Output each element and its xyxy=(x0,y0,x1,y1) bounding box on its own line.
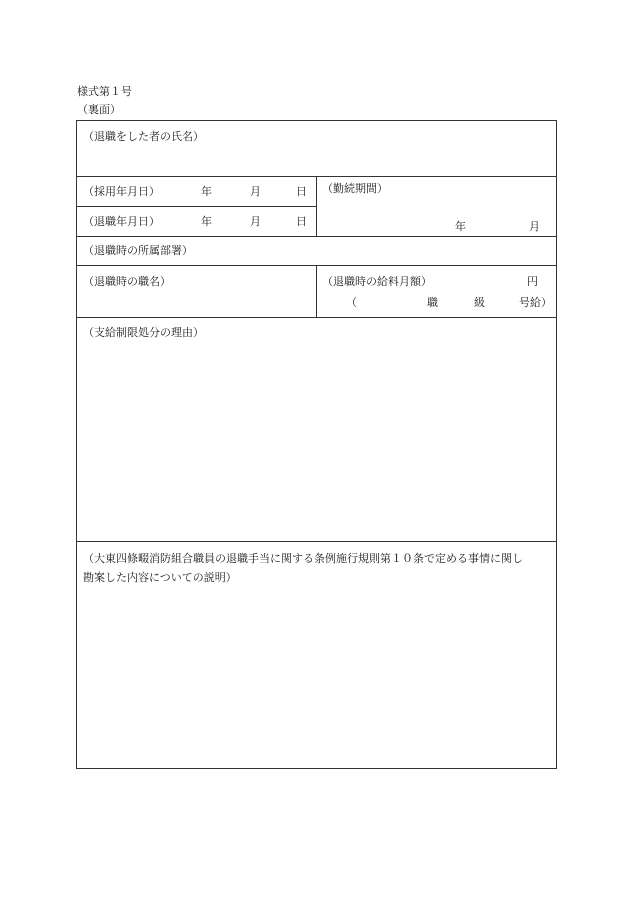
restriction-reason-label: （支給制限処分の理由） xyxy=(83,326,204,339)
salary-label: （退職時の給料月額） xyxy=(322,275,432,288)
retire-date-label: （退職年月日） xyxy=(83,215,160,228)
explanation-label-line2: 勘案した内容についての説明） xyxy=(83,571,237,584)
row-divider xyxy=(76,236,557,237)
kyu-unit: 級 xyxy=(474,296,485,309)
service-year-unit: 年 xyxy=(455,220,466,233)
yen-unit: 円 xyxy=(527,275,538,288)
retire-year-unit: 年 xyxy=(201,215,212,228)
position-label: （退職時の職名） xyxy=(83,275,171,288)
gokyu-unit: 号給） xyxy=(519,296,552,309)
hire-date-label: （採用年月日） xyxy=(83,185,160,198)
service-period-label: （勤続期間） xyxy=(322,182,388,195)
retire-month-unit: 月 xyxy=(250,215,261,228)
row-divider xyxy=(76,206,317,207)
grade-open-paren: （ xyxy=(346,296,357,309)
service-month-unit: 月 xyxy=(529,220,540,233)
hire-year-unit: 年 xyxy=(201,185,212,198)
explanation-label-line1: （大東四條畷消防組合職員の退職手当に関する条例施行規則第１０条で定める事情に関し xyxy=(83,552,523,565)
retire-day-unit: 日 xyxy=(296,215,307,228)
shoku-unit: 職 xyxy=(427,296,438,309)
row-divider xyxy=(76,541,557,542)
hire-day-unit: 日 xyxy=(296,185,307,198)
retiree-name-label: （退職をした者の氏名） xyxy=(83,130,204,143)
department-label: （退職時の所属部署） xyxy=(83,244,193,257)
column-divider xyxy=(316,176,317,236)
form-number: 様式第１号 xyxy=(77,85,132,98)
column-divider xyxy=(316,265,317,317)
form-side-label: （裏面） xyxy=(77,103,121,116)
hire-month-unit: 月 xyxy=(250,185,261,198)
row-divider xyxy=(76,317,557,318)
